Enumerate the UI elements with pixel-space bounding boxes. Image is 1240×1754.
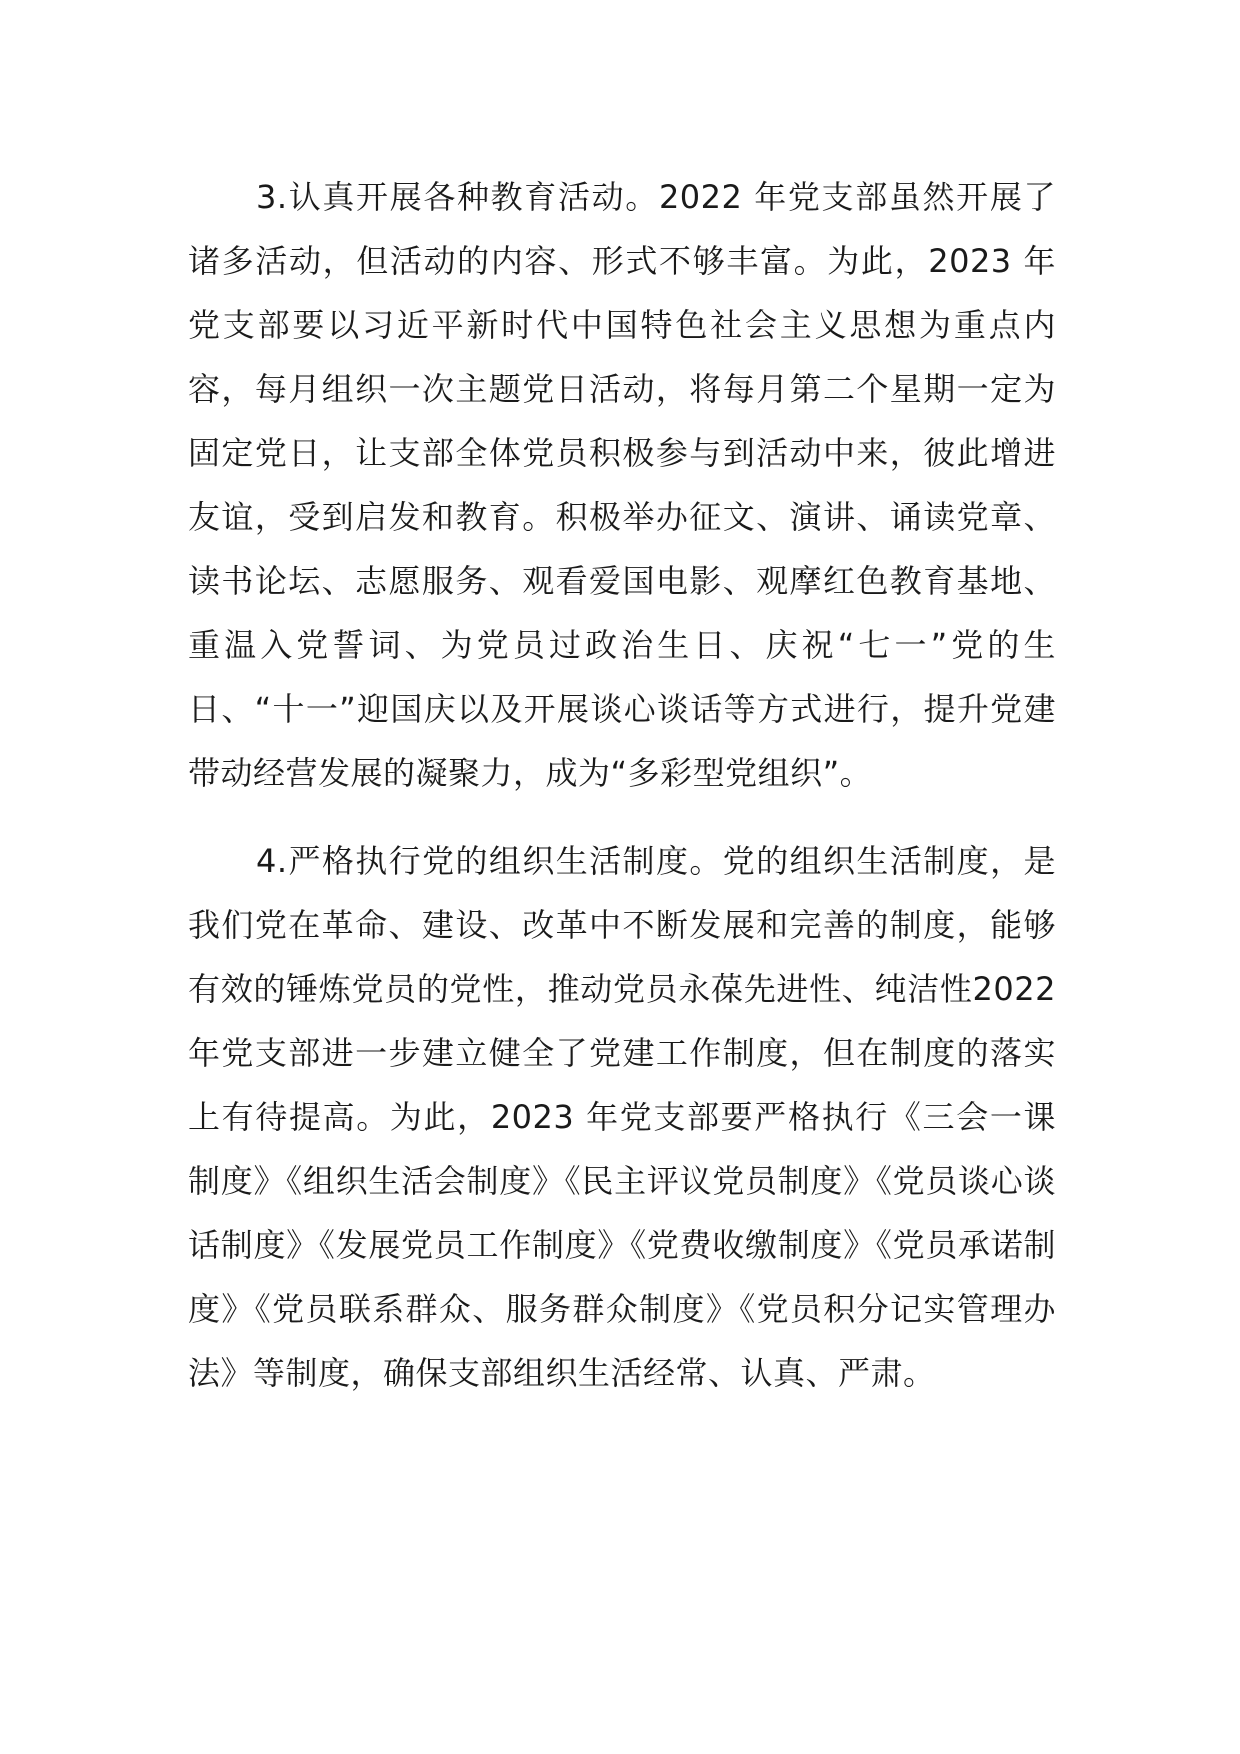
- paragraph-organizational-life: 4.严格执行党的组织生活制度。党的组织生活制度，是我们党在革命、建设、改革中不断发展和完善的制度，能够有效的锤炼党员的党性，推动党员永葆先进性、纯洁性2022 年党支部进一步建立健全了党建工作制度，但在制度的落实上有待提高。为此，2023 年党支部要严格执行《三会一课制度》《组织生活会制度》《民主评议党员制度》《党员谈心谈话制度》《发展党员工作制度》《党费收缴制度》《党员承诺制度》《党员联系群众、服务群众制度》《党员积分记实管理办法》等制度，确保支部组织生活经常、认真、严肃。: [188, 842, 1056, 1392]
- paragraph-education-activities: 3.认真开展各种教育活动。2022 年党支部虽然开展了诸多活动，但活动的内容、形式不够丰富。为此，2023 年党支部要以习近平新时代中国特色社会主义思想为重点内容，每月组织一次主题党日活动，将每月第二个星期一定为固定党日，让支部全体党员积极参与到活动中来，彼此增进友谊，受到启发和教育。积极举办征文、演讲、诵读党章、读书论坛、志愿服务、观看爱国电影、观摩红色教育基地、重温入党誓词、为党员过政治生日、庆祝“七一”党的生日、“十一”迎国庆以及开展谈心谈话等方式进行，提升党建带动经营发展的凝聚力，成为“多彩型党组织”。: [188, 178, 1056, 792]
- document-body: [188, 165, 1056, 1405]
